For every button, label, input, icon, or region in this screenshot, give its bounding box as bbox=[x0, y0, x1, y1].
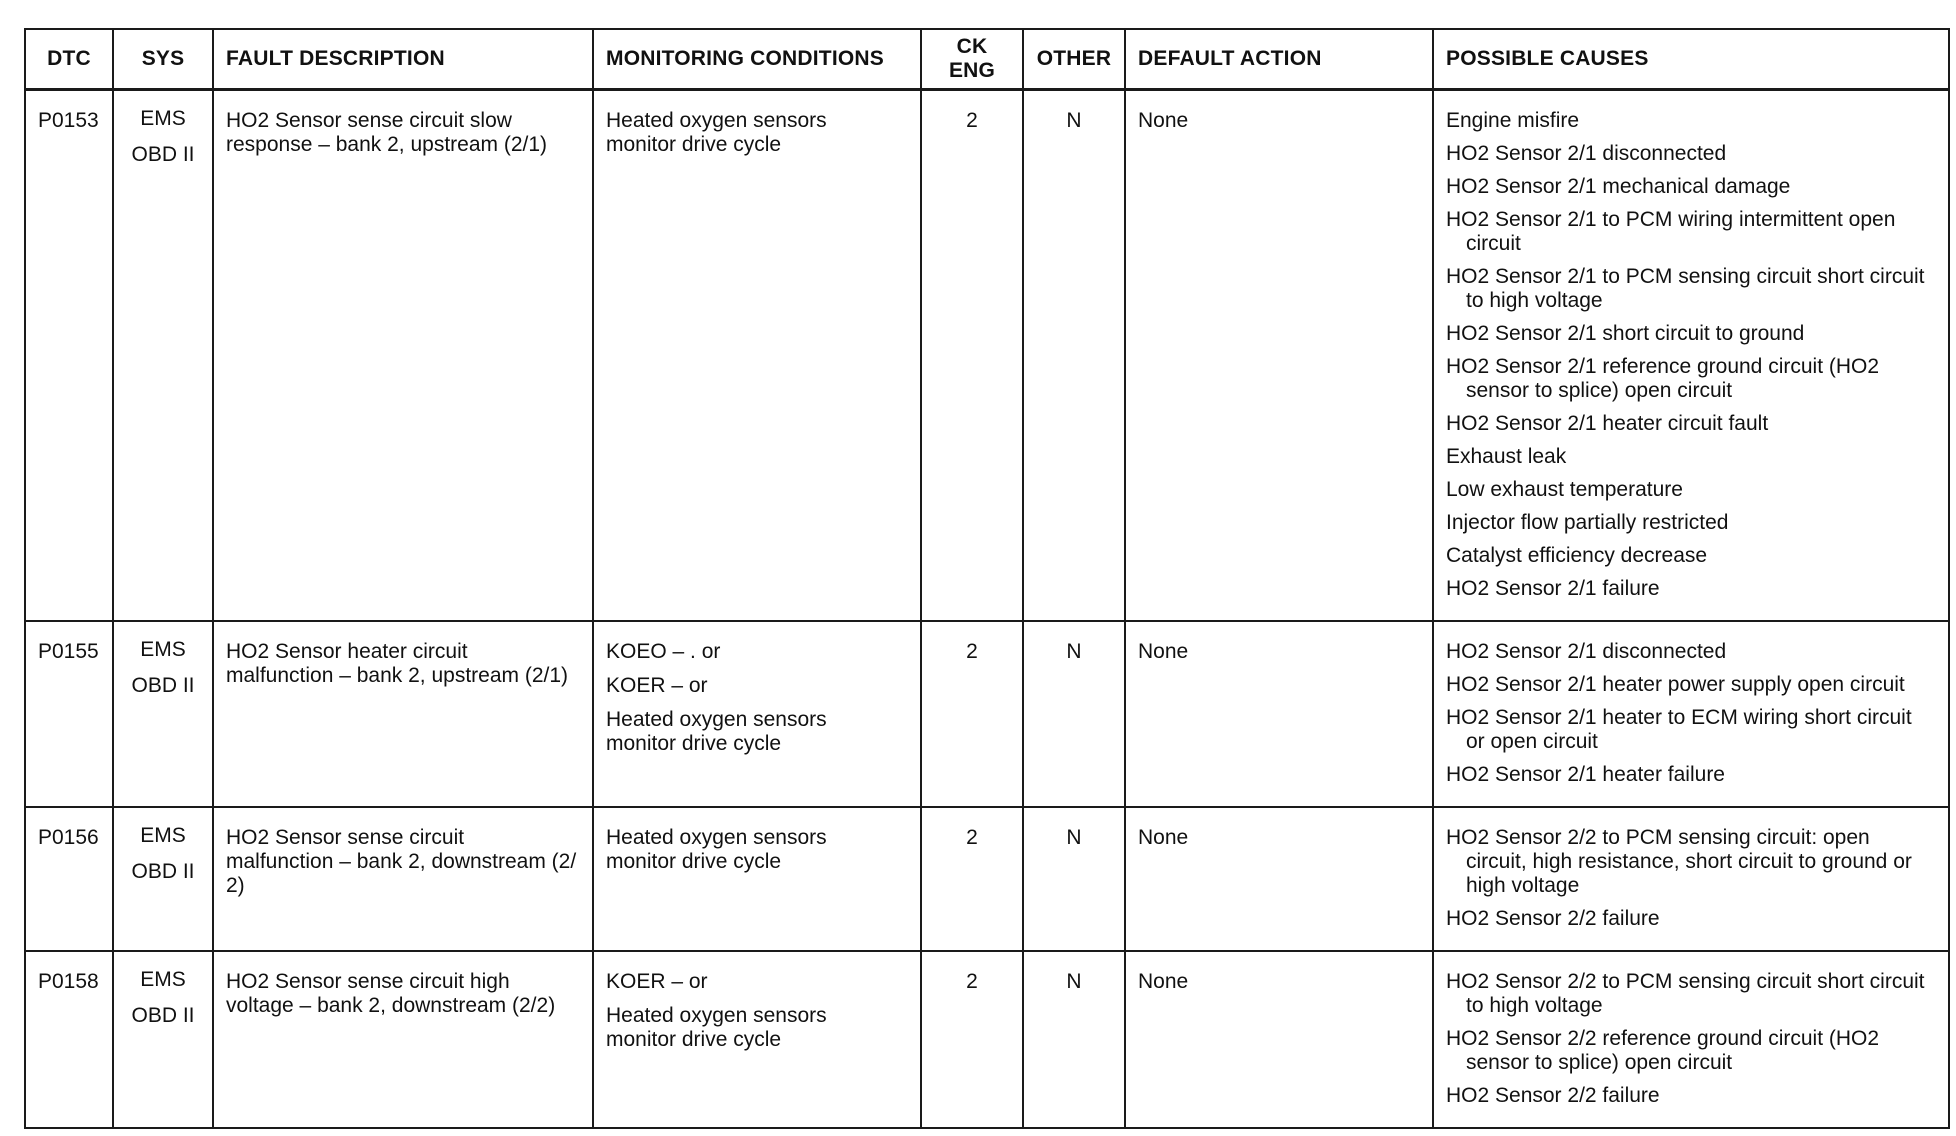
fault-description-cell bbox=[213, 807, 593, 951]
possible-causes-cell bbox=[1433, 807, 1949, 951]
fault-description-cell bbox=[213, 90, 593, 622]
fault-description-cell bbox=[213, 951, 593, 1128]
ck-eng-cell: 2 bbox=[921, 951, 1023, 1128]
possible-cause-item: Low exhaust temperature bbox=[1446, 478, 1683, 501]
sys-line: OBD II bbox=[131, 674, 195, 697]
header-monitoring-conditions: MONITORING CONDITIONS bbox=[593, 29, 921, 90]
monitoring-conditions-cell bbox=[593, 807, 921, 951]
fault-line: HO2 Sensor sense circuit high bbox=[226, 970, 510, 993]
possible-cause-item: HO2 Sensor 2/1 mechanical damage bbox=[1446, 175, 1791, 198]
sys-cell bbox=[113, 951, 213, 1128]
fault-line: HO2 Sensor sense circuit bbox=[226, 826, 465, 849]
fault-line: response – bank 2, upstream (2/1) bbox=[226, 133, 548, 156]
possible-cause-item: HO2 Sensor 2/1 failure bbox=[1446, 577, 1660, 600]
monitoring-item bbox=[606, 1004, 908, 1052]
sys-line: EMS bbox=[140, 824, 186, 847]
possible-cause-item: Catalyst efficiency decrease bbox=[1446, 544, 1708, 567]
table-body bbox=[25, 90, 1949, 1129]
possible-cause-item: HO2 Sensor 2/1 disconnected bbox=[1446, 142, 1727, 165]
possible-cause-item: HO2 Sensor 2/1 heater power supply open circuit bbox=[1446, 673, 1905, 696]
monitoring-line: Heated oxygen sensors bbox=[606, 826, 827, 849]
sys-line: EMS bbox=[140, 968, 186, 991]
possible-causes-cell bbox=[1433, 90, 1949, 622]
sys-line: EMS bbox=[140, 638, 186, 661]
fault-line: voltage – bank 2, downstream (2/2) bbox=[226, 994, 556, 1017]
dtc-table bbox=[24, 28, 1950, 1129]
fault-line: HO2 Sensor sense circuit slow bbox=[226, 109, 512, 132]
header-fault-description: FAULT DESCRIPTION bbox=[213, 29, 593, 90]
monitoring-item bbox=[606, 640, 908, 664]
table-header-row bbox=[25, 29, 1949, 90]
dtc-code-cell: P0158 bbox=[25, 951, 113, 1128]
monitoring-conditions-cell bbox=[593, 951, 921, 1128]
monitoring-line: KOEO – . or bbox=[606, 640, 721, 663]
monitoring-line: monitor drive cycle bbox=[606, 133, 782, 156]
sys-cell bbox=[113, 807, 213, 951]
monitoring-item bbox=[606, 970, 908, 994]
table-row bbox=[25, 951, 1949, 1128]
default-action-cell: None bbox=[1125, 951, 1433, 1128]
possible-cause-item: HO2 Sensor 2/1 short circuit to ground bbox=[1446, 322, 1805, 345]
ck-eng-cell: 2 bbox=[921, 90, 1023, 622]
header-possible-causes: POSSIBLE CAUSES bbox=[1433, 29, 1949, 90]
dtc-code-cell: P0156 bbox=[25, 807, 113, 951]
table-row bbox=[25, 621, 1949, 807]
default-action-cell: None bbox=[1125, 621, 1433, 807]
possible-cause-item: HO2 Sensor 2/2 reference ground circuit (HO2 sensor to splice) open circuit bbox=[1446, 1027, 1880, 1074]
header-default-action: DEFAULT ACTION bbox=[1125, 29, 1433, 90]
table-row bbox=[25, 90, 1949, 622]
possible-cause-item: HO2 Sensor 2/1 heater to ECM wiring short circuit or open circuit bbox=[1446, 706, 1912, 753]
sys-line: OBD II bbox=[131, 1004, 195, 1027]
monitoring-item bbox=[606, 674, 908, 698]
other-cell: N bbox=[1023, 90, 1125, 622]
sys-cell bbox=[113, 621, 213, 807]
possible-cause-item: HO2 Sensor 2/2 failure bbox=[1446, 907, 1660, 930]
other-cell: N bbox=[1023, 621, 1125, 807]
possible-cause-item: HO2 Sensor 2/1 disconnected bbox=[1446, 640, 1727, 663]
default-action-cell: None bbox=[1125, 90, 1433, 622]
monitoring-line: Heated oxygen sensors bbox=[606, 708, 827, 731]
possible-cause-item: HO2 Sensor 2/2 failure bbox=[1446, 1084, 1660, 1107]
dtc-code-cell: P0153 bbox=[25, 90, 113, 622]
monitoring-conditions-cell bbox=[593, 621, 921, 807]
header-dtc: DTC bbox=[25, 29, 113, 90]
sys-line: OBD II bbox=[131, 860, 195, 883]
possible-cause-item: HO2 Sensor 2/1 to PCM sensing circuit short circuit to high voltage bbox=[1446, 265, 1925, 312]
header-sys: SYS bbox=[113, 29, 213, 90]
monitoring-line: KOER – or bbox=[606, 970, 708, 993]
possible-cause-item: Exhaust leak bbox=[1446, 445, 1567, 468]
monitoring-line: monitor drive cycle bbox=[606, 732, 782, 755]
fault-line: HO2 Sensor heater circuit bbox=[226, 640, 468, 663]
possible-cause-item: HO2 Sensor 2/1 to PCM wiring intermittent open circuit bbox=[1446, 208, 1896, 255]
possible-cause-item: Injector flow partially restricted bbox=[1446, 511, 1729, 534]
sys-line: EMS bbox=[140, 107, 186, 130]
possible-causes-cell bbox=[1433, 621, 1949, 807]
other-cell: N bbox=[1023, 951, 1125, 1128]
fault-description-cell bbox=[213, 621, 593, 807]
ck-eng-cell: 2 bbox=[921, 807, 1023, 951]
possible-cause-item: HO2 Sensor 2/1 reference ground circuit (HO2 sensor to splice) open circuit bbox=[1446, 355, 1880, 402]
monitoring-line: Heated oxygen sensors bbox=[606, 1004, 827, 1027]
header-ck-eng: CK ENG bbox=[921, 29, 1023, 90]
possible-cause-item: HO2 Sensor 2/1 heater failure bbox=[1446, 763, 1725, 786]
other-cell: N bbox=[1023, 807, 1125, 951]
sys-cell bbox=[113, 90, 213, 622]
header-other: OTHER bbox=[1023, 29, 1125, 90]
sys-line: OBD II bbox=[131, 143, 195, 166]
possible-cause-item: HO2 Sensor 2/2 to PCM sensing circuit: open circuit, high resistance, short circuit to ground or high voltage bbox=[1446, 826, 1912, 897]
fault-line: malfunction – bank 2, upstream (2/1) bbox=[226, 664, 569, 687]
monitoring-conditions-cell bbox=[593, 90, 921, 622]
possible-causes-cell bbox=[1433, 951, 1949, 1128]
possible-cause-item: Engine misfire bbox=[1446, 109, 1580, 132]
monitoring-line: Heated oxygen sensors bbox=[606, 109, 827, 132]
monitoring-item bbox=[606, 708, 908, 756]
monitoring-item bbox=[606, 826, 908, 874]
default-action-cell: None bbox=[1125, 807, 1433, 951]
monitoring-line: monitor drive cycle bbox=[606, 850, 782, 873]
fault-line: malfunction – bank 2, downstream (2/ bbox=[226, 850, 577, 873]
fault-line: 2) bbox=[226, 874, 245, 897]
table-row bbox=[25, 807, 1949, 951]
monitoring-item bbox=[606, 109, 908, 157]
possible-cause-item: HO2 Sensor 2/1 heater circuit fault bbox=[1446, 412, 1769, 435]
ck-eng-cell: 2 bbox=[921, 621, 1023, 807]
possible-cause-item: HO2 Sensor 2/2 to PCM sensing circuit short circuit to high voltage bbox=[1446, 970, 1925, 1017]
monitoring-line: monitor drive cycle bbox=[606, 1028, 782, 1051]
monitoring-line: KOER – or bbox=[606, 674, 708, 697]
dtc-code-cell: P0155 bbox=[25, 621, 113, 807]
